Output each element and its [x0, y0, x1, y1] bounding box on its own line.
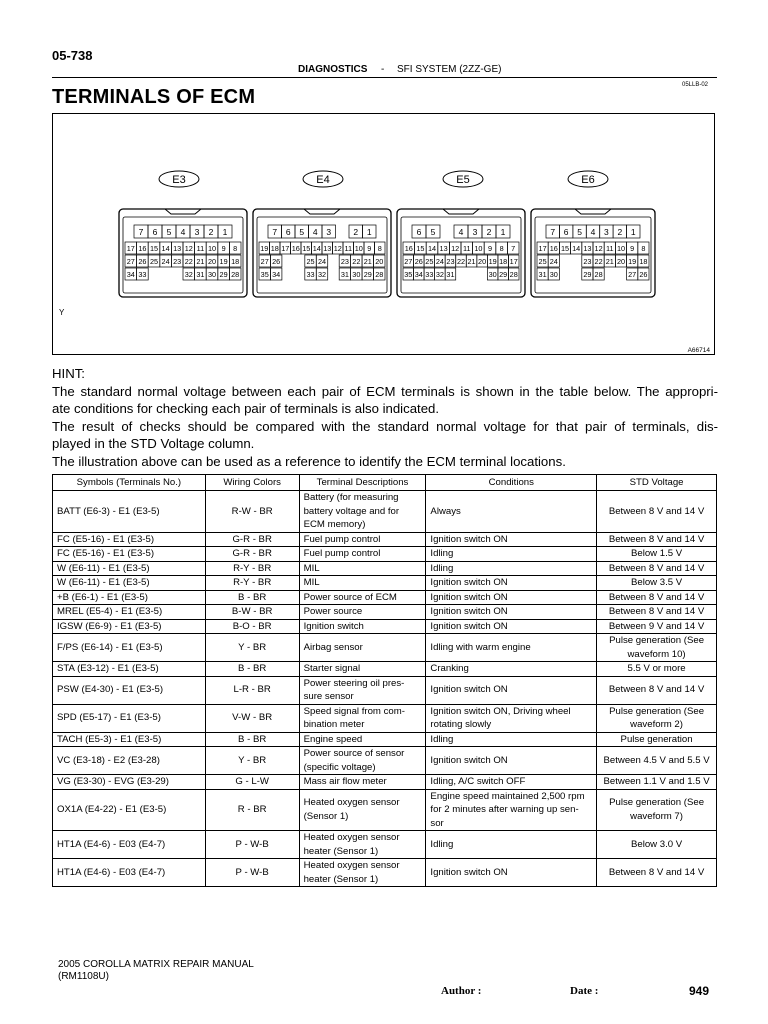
- terminal-pin-number: 17: [509, 257, 518, 266]
- connector-label: E6: [581, 174, 595, 186]
- hint-line: The standard normal voltage between each pair of ECM terminals is shown in the table below. The appropri-: [52, 383, 718, 399]
- page-number: 05-738: [52, 48, 93, 63]
- table-row: [53, 831, 717, 859]
- terminal-pin-number: 4: [312, 227, 318, 237]
- table-row: [53, 662, 717, 677]
- condition-cell: Idling: [426, 831, 597, 859]
- symbol-cell: HT1A (E4-6) - E03 (E4-7): [53, 859, 206, 887]
- terminal-pin-number: 25: [149, 257, 159, 266]
- terminal-pin-number: 19: [260, 244, 269, 253]
- terminal-pin-number: 13: [439, 244, 448, 253]
- terminal-pin-number: 3: [326, 227, 332, 237]
- symbol-cell: HT1A (E4-6) - E03 (E4-7): [53, 831, 206, 859]
- terminal-pin-number: 21: [467, 257, 476, 266]
- table-row: [53, 619, 717, 634]
- wiring-cell: B-W - BR: [205, 605, 299, 620]
- terminal-pin-number: 11: [344, 244, 353, 253]
- section-code: 05LLB-02: [682, 82, 709, 88]
- terminal-pin-number: 12: [594, 244, 603, 253]
- terminal-pin-number: 22: [352, 257, 361, 266]
- figure-id: A66714: [687, 347, 710, 354]
- terminal-pin-number: 4: [458, 227, 464, 237]
- terminal-voltage-table: [52, 474, 717, 887]
- terminal-pin-number: 27: [260, 257, 269, 266]
- symbol-cell: +B (E6-1) - E1 (E3-5): [53, 590, 206, 605]
- condition-cell: Ignition switch ON: [426, 747, 597, 775]
- voltage-cell: Between 8 V and 14 V: [597, 676, 717, 704]
- terminal-pin-number: 30: [549, 270, 558, 279]
- date-label: Date :: [570, 985, 599, 997]
- terminal-pin-number: 23: [583, 257, 592, 266]
- wiring-cell: R-Y - BR: [205, 561, 299, 576]
- hint-heading: HINT:: [52, 366, 85, 381]
- column-header-conditions: Conditions: [426, 475, 597, 491]
- terminal-pin-number: 10: [354, 244, 363, 253]
- section-name: DIAGNOSTICS: [298, 64, 368, 75]
- voltage-cell: Below 1.5 V: [597, 547, 717, 562]
- connector-label: E3: [172, 174, 186, 186]
- hint-block: [52, 365, 718, 470]
- column-header-descriptions: Terminal Descriptions: [299, 475, 426, 491]
- symbol-cell: FC (E5-16) - E1 (E3-5): [53, 547, 206, 562]
- description-cell: Fuel pump control: [299, 532, 426, 547]
- terminal-pin-number: 22: [184, 257, 193, 266]
- terminal-pin-number: 10: [207, 244, 217, 253]
- terminal-pin-number: 18: [639, 257, 648, 266]
- terminal-pin-number: 19: [219, 257, 228, 266]
- terminal-pin-number: 26: [272, 257, 281, 266]
- terminal-pin-number: 18: [499, 257, 508, 266]
- terminal-pin-number: 32: [317, 270, 327, 279]
- terminal-pin-number: 21: [363, 257, 372, 266]
- terminal-pin-number: 24: [435, 257, 444, 266]
- terminal-pin-number: 23: [446, 257, 455, 266]
- table-row: [53, 605, 717, 620]
- terminal-pin-number: 31: [196, 270, 205, 279]
- connector-label: E4: [316, 174, 330, 186]
- system-name: SFI SYSTEM (2ZZ-GE): [397, 64, 502, 75]
- terminal-pin-number: 28: [375, 270, 384, 279]
- terminal-pin-number: 11: [196, 244, 205, 253]
- terminal-pin-number: 23: [173, 257, 182, 266]
- terminal-pin-number: 1: [366, 227, 372, 237]
- description-cell: Battery (for measuring battery voltage and for ECM memory): [299, 491, 426, 533]
- terminal-pin-number: 19: [488, 257, 497, 266]
- terminal-pin-number: 3: [194, 227, 200, 237]
- author-label: Author :: [441, 985, 482, 997]
- voltage-cell: Pulse generation (See waveform 7): [597, 789, 717, 831]
- condition-cell: Ignition switch ON: [426, 576, 597, 591]
- column-header-wiring: Wiring Colors: [205, 475, 299, 491]
- description-cell: Power source: [299, 605, 426, 620]
- wiring-cell: G-R - BR: [205, 547, 299, 562]
- terminal-pin-number: 13: [173, 244, 182, 253]
- condition-cell: Always: [426, 491, 597, 533]
- terminal-pin-number: 28: [594, 270, 603, 279]
- description-cell: Speed signal from com- bination meter: [299, 704, 426, 732]
- terminal-pin-number: 12: [184, 244, 193, 253]
- terminal-pin-number: 7: [550, 227, 556, 237]
- symbol-cell: W (E6-11) - E1 (E3-5): [53, 561, 206, 576]
- voltage-cell: Between 8 V and 14 V: [597, 605, 717, 620]
- condition-cell: Idling with warm engine: [426, 634, 597, 662]
- terminal-pin-number: 12: [333, 244, 342, 253]
- terminal-pin-number: 13: [323, 244, 332, 253]
- voltage-cell: Below 3.5 V: [597, 576, 717, 591]
- wiring-cell: Y - BR: [205, 747, 299, 775]
- terminal-pin-number: 26: [639, 270, 648, 279]
- corner-mark: Y: [59, 308, 65, 317]
- terminal-pin-number: 8: [233, 244, 238, 253]
- terminal-pin-number: 7: [138, 227, 144, 237]
- terminal-pin-number: 27: [628, 270, 637, 279]
- hint-line: ate conditions for checking each pair of terminals is also indicated.: [52, 401, 440, 416]
- terminal-pin-number: 17: [538, 244, 547, 253]
- column-header-voltage: STD Voltage: [597, 475, 717, 491]
- terminal-pin-number: 33: [138, 270, 147, 279]
- symbol-cell: FC (E5-16) - E1 (E3-5): [53, 532, 206, 547]
- table-row: [53, 491, 717, 533]
- manual-title: [58, 959, 254, 983]
- wiring-cell: G-R - BR: [205, 532, 299, 547]
- condition-cell: Idling: [426, 732, 597, 747]
- table-row: [53, 676, 717, 704]
- wiring-cell: B-O - BR: [205, 619, 299, 634]
- terminal-pin-number: 29: [499, 270, 508, 279]
- terminal-pin-number: 24: [317, 257, 327, 266]
- terminal-pin-number: 17: [281, 244, 290, 253]
- condition-cell: Idling, A/C switch OFF: [426, 775, 597, 790]
- terminal-pin-number: 25: [538, 257, 547, 266]
- wiring-cell: R - BR: [205, 789, 299, 831]
- terminal-pin-number: 15: [560, 244, 570, 253]
- terminal-pin-number: 29: [363, 270, 372, 279]
- terminal-pin-number: 28: [509, 270, 518, 279]
- description-cell: Heated oxygen sensor heater (Sensor 1): [299, 859, 426, 887]
- terminal-pin-number: 3: [604, 227, 609, 237]
- terminal-pin-number: 7: [272, 227, 278, 237]
- manual-code-line: (RM1108U): [58, 971, 109, 982]
- table-row: [53, 532, 717, 547]
- description-cell: MIL: [299, 576, 426, 591]
- terminal-pin-number: 28: [231, 270, 240, 279]
- condition-cell: Idling: [426, 561, 597, 576]
- column-header-symbols: Symbols (Terminals No.): [53, 475, 206, 491]
- terminal-pin-number: 15: [149, 244, 159, 253]
- voltage-cell: Between 8 V and 14 V: [597, 859, 717, 887]
- terminal-pin-number: 1: [630, 227, 636, 237]
- terminal-pin-number: 5: [430, 227, 436, 237]
- terminal-pin-number: 5: [166, 227, 172, 237]
- terminal-pin-number: 19: [628, 257, 637, 266]
- terminal-pin-number: 32: [184, 270, 193, 279]
- wiring-cell: B - BR: [205, 590, 299, 605]
- terminal-pin-number: 18: [270, 244, 279, 253]
- terminal-pin-number: 7: [511, 244, 516, 253]
- table-row: [53, 859, 717, 887]
- terminal-pin-number: 26: [414, 257, 423, 266]
- description-cell: Starter signal: [299, 662, 426, 677]
- description-cell: MIL: [299, 561, 426, 576]
- terminal-pin-number: 9: [221, 244, 226, 253]
- terminal-pin-number: 9: [367, 244, 372, 253]
- symbol-cell: PSW (E4-30) - E1 (E3-5): [53, 676, 206, 704]
- symbol-cell: F/PS (E6-14) - E1 (E3-5): [53, 634, 206, 662]
- hint-line: played in the STD Voltage column.: [52, 436, 255, 451]
- wiring-cell: P - W-B: [205, 859, 299, 887]
- wiring-cell: R-Y - BR: [205, 576, 299, 591]
- terminal-pin-number: 12: [451, 244, 460, 253]
- voltage-cell: Between 9 V and 14 V: [597, 619, 717, 634]
- terminal-pin-number: 14: [572, 244, 581, 253]
- description-cell: Heated oxygen sensor (Sensor 1): [299, 789, 426, 831]
- terminal-pin-number: 15: [302, 244, 311, 253]
- connector-label: E5: [456, 174, 470, 186]
- wiring-cell: R-W - BR: [205, 491, 299, 533]
- connector-latch: [304, 209, 340, 214]
- condition-cell: Idling: [426, 547, 597, 562]
- symbol-cell: VC (E3-18) - E2 (E3-28): [53, 747, 206, 775]
- terminal-pin-number: 6: [285, 227, 291, 237]
- terminal-pin-number: 32: [435, 270, 444, 279]
- terminal-pin-number: 20: [478, 257, 487, 266]
- voltage-cell: Below 3.0 V: [597, 831, 717, 859]
- terminal-pin-number: 16: [549, 244, 558, 253]
- symbol-cell: VG (E3-30) - EVG (E3-29): [53, 775, 206, 790]
- terminal-pin-number: 29: [219, 270, 228, 279]
- terminal-pin-number: 4: [590, 227, 596, 237]
- terminal-pin-number: 33: [425, 270, 434, 279]
- terminal-pin-number: 8: [499, 244, 504, 253]
- ecm-terminal-figure: [52, 113, 715, 355]
- voltage-cell: Between 1.1 V and 1.5 V: [597, 775, 717, 790]
- terminal-pin-number: 10: [616, 244, 626, 253]
- condition-cell: Engine speed maintained 2,500 rpm for 2 minutes after warning up sen- sor: [426, 789, 597, 831]
- condition-cell: Ignition switch ON: [426, 619, 597, 634]
- terminal-pin-number: 35: [404, 270, 413, 279]
- voltage-cell: Between 8 V and 14 V: [597, 561, 717, 576]
- terminal-pin-number: 10: [474, 244, 483, 253]
- page-title: TERMINALS OF ECM: [52, 86, 256, 108]
- wiring-cell: B - BR: [205, 732, 299, 747]
- terminal-pin-number: 9: [487, 244, 493, 253]
- table-row: [53, 775, 717, 790]
- terminal-pin-number: 2: [208, 227, 214, 237]
- terminal-pin-number: 16: [138, 244, 147, 253]
- terminal-pin-number: 2: [617, 227, 623, 237]
- table-row: [53, 576, 717, 591]
- terminal-pin-number: 6: [563, 227, 569, 237]
- wiring-cell: B - BR: [205, 662, 299, 677]
- table-row: [53, 704, 717, 732]
- connector-latch: [443, 209, 479, 214]
- description-cell: Power source of ECM: [299, 590, 426, 605]
- connector-latch: [575, 209, 611, 214]
- header-separator: -: [381, 64, 385, 75]
- table-row: [53, 789, 717, 831]
- symbol-cell: TACH (E5-3) - E1 (E3-5): [53, 732, 206, 747]
- terminal-pin-number: 15: [416, 244, 425, 253]
- connector-diagram: [53, 114, 716, 356]
- table-row: [53, 732, 717, 747]
- terminal-pin-number: 22: [594, 257, 603, 266]
- terminal-pin-number: 27: [404, 257, 413, 266]
- terminal-pin-number: 21: [605, 257, 614, 266]
- terminal-pin-number: 20: [616, 257, 626, 266]
- terminal-pin-number: 1: [500, 227, 506, 237]
- wiring-cell: P - W-B: [205, 831, 299, 859]
- terminal-pin-number: 5: [299, 227, 305, 237]
- terminal-pin-number: 11: [463, 244, 471, 253]
- terminal-pin-number: 2: [486, 227, 492, 237]
- terminal-pin-number: 34: [414, 270, 423, 279]
- description-cell: Engine speed: [299, 732, 426, 747]
- terminal-pin-number: 14: [312, 244, 321, 253]
- description-cell: Power steering oil pres- sure sensor: [299, 676, 426, 704]
- voltage-cell: 5.5 V or more: [597, 662, 717, 677]
- terminal-pin-number: 34: [126, 270, 135, 279]
- terminal-pin-number: 2: [353, 227, 359, 237]
- condition-cell: Ignition switch ON: [426, 605, 597, 620]
- condition-cell: Ignition switch ON: [426, 676, 597, 704]
- condition-cell: Ignition switch ON: [426, 859, 597, 887]
- terminal-pin-number: 25: [425, 257, 434, 266]
- wiring-cell: L-R - BR: [205, 676, 299, 704]
- voltage-cell: Pulse generation (See waveform 2): [597, 704, 717, 732]
- terminal-pin-number: 34: [272, 270, 281, 279]
- footer-page-number: 949: [689, 984, 710, 998]
- table-row: [53, 634, 717, 662]
- terminal-pin-number: 14: [427, 244, 437, 253]
- symbol-cell: MREL (E5-4) - E1 (E3-5): [53, 605, 206, 620]
- voltage-cell: Pulse generation: [597, 732, 717, 747]
- symbol-cell: W (E6-11) - E1 (E3-5): [53, 576, 206, 591]
- description-cell: Fuel pump control: [299, 547, 426, 562]
- terminal-pin-number: 6: [416, 227, 422, 237]
- terminal-pin-number: 20: [207, 257, 217, 266]
- terminal-pin-number: 21: [196, 257, 205, 266]
- terminal-pin-number: 27: [126, 257, 135, 266]
- voltage-cell: Between 8 V and 14 V: [597, 532, 717, 547]
- table-row: [53, 547, 717, 562]
- terminal-pin-number: 11: [606, 244, 614, 253]
- terminal-pin-number: 24: [549, 257, 558, 266]
- wiring-cell: G - L-W: [205, 775, 299, 790]
- voltage-cell: Between 8 V and 14 V: [597, 491, 717, 533]
- voltage-cell: Between 8 V and 14 V: [597, 590, 717, 605]
- terminal-pin-number: 29: [583, 270, 592, 279]
- description-cell: Heated oxygen sensor heater (Sensor 1): [299, 831, 426, 859]
- table-body: [53, 491, 717, 887]
- voltage-cell: Pulse generation (See waveform 10): [597, 634, 717, 662]
- table-row: [53, 561, 717, 576]
- symbol-cell: BATT (E6-3) - E1 (E3-5): [53, 491, 206, 533]
- header-rule: [52, 77, 717, 78]
- terminal-pin-number: 35: [260, 270, 269, 279]
- terminal-pin-number: 9: [630, 244, 635, 253]
- condition-cell: Cranking: [426, 662, 597, 677]
- description-cell: Ignition switch: [299, 619, 426, 634]
- terminal-pin-number: 16: [291, 244, 300, 253]
- terminal-pin-number: 25: [306, 257, 315, 266]
- description-cell: Power source of sensor (specific voltage): [299, 747, 426, 775]
- symbol-cell: IGSW (E6-9) - E1 (E3-5): [53, 619, 206, 634]
- terminal-pin-number: 33: [306, 270, 315, 279]
- voltage-cell: Between 4.5 V and 5.5 V: [597, 747, 717, 775]
- terminal-pin-number: 5: [577, 227, 582, 237]
- wiring-cell: V-W - BR: [205, 704, 299, 732]
- terminal-pin-number: 6: [152, 227, 158, 237]
- hint-line: The illustration above can be used as a reference to identify the ECM terminal locations.: [52, 453, 566, 469]
- terminal-pin-number: 13: [583, 244, 592, 253]
- terminal-pin-number: 30: [352, 270, 361, 279]
- manual-title-line: 2005 COROLLA MATRIX REPAIR MANUAL: [58, 959, 254, 970]
- terminal-pin-number: 17: [126, 244, 135, 253]
- hint-line: The result of checks should be compared with the standard normal voltage for that pair of terminals, dis-: [52, 418, 718, 434]
- terminal-pin-number: 23: [340, 257, 349, 266]
- condition-cell: Ignition switch ON: [426, 590, 597, 605]
- condition-cell: Ignition switch ON: [426, 532, 597, 547]
- connector-latch: [165, 209, 201, 214]
- table-row: [53, 590, 717, 605]
- terminal-pin-number: 30: [207, 270, 217, 279]
- symbol-cell: OX1A (E4-22) - E1 (E3-5): [53, 789, 206, 831]
- description-cell: Mass air flow meter: [299, 775, 426, 790]
- terminal-pin-number: 31: [340, 270, 349, 279]
- terminal-pin-number: 14: [161, 244, 170, 253]
- terminal-pin-number: 16: [404, 244, 413, 253]
- terminal-pin-number: 22: [456, 257, 466, 266]
- symbol-cell: SPD (E5-17) - E1 (E3-5): [53, 704, 206, 732]
- table-header-row: [53, 475, 717, 491]
- terminal-pin-number: 3: [472, 227, 478, 237]
- terminal-pin-number: 1: [222, 227, 228, 237]
- condition-cell: Ignition switch ON, Driving wheel rotating slowly: [426, 704, 597, 732]
- terminal-pin-number: 30: [488, 270, 497, 279]
- terminal-pin-number: 18: [231, 257, 240, 266]
- wiring-cell: Y - BR: [205, 634, 299, 662]
- terminal-pin-number: 4: [180, 227, 186, 237]
- symbol-cell: STA (E3-12) - E1 (E3-5): [53, 662, 206, 677]
- terminal-pin-number: 24: [161, 257, 170, 266]
- terminal-pin-number: 8: [641, 244, 646, 253]
- terminal-pin-number: 31: [538, 270, 547, 279]
- terminal-pin-number: 31: [446, 270, 455, 279]
- terminal-pin-number: 8: [377, 244, 382, 253]
- table-row: [53, 747, 717, 775]
- description-cell: Airbag sensor: [299, 634, 426, 662]
- terminal-pin-number: 26: [138, 257, 147, 266]
- terminal-pin-number: 20: [375, 257, 384, 266]
